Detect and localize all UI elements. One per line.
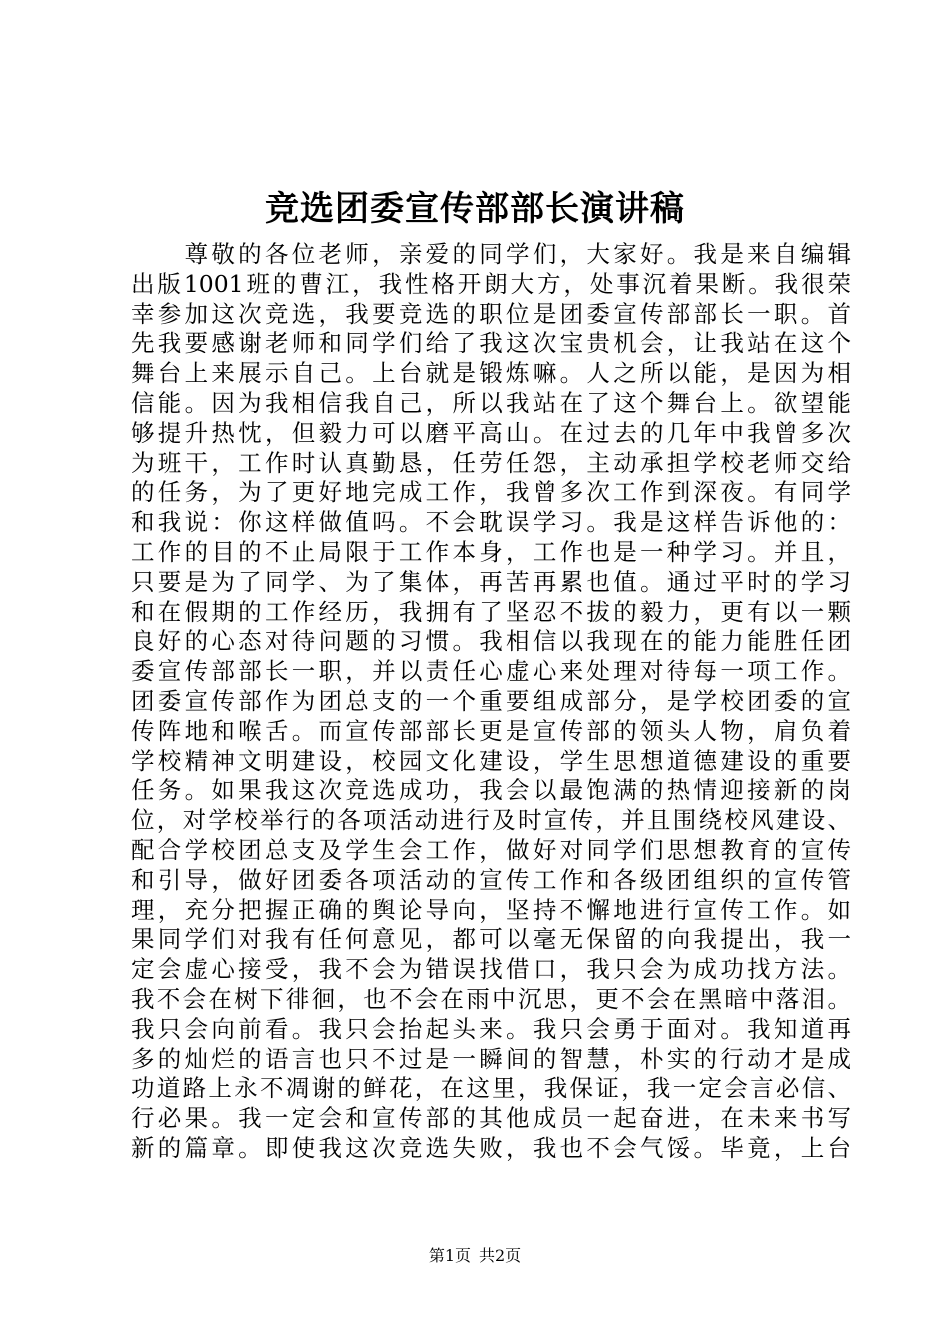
- text-line: 位，对学校举行的各项活动进行及时宣传，并且围绕校风建设、: [131, 806, 851, 835]
- text-line: 的任务，为了更好地完成工作，我曾多次工作到深夜。有同学: [131, 478, 851, 507]
- text-line: 功道路上永不凋谢的鲜花，在这里，我保证，我一定会言必信、: [131, 1074, 851, 1103]
- text-line: 新的篇章。即使我这次竞选失败，我也不会气馁。毕竟，上台: [131, 1133, 851, 1162]
- text-line: 信能。因为我相信我自己，所以我站在了这个舞台上。欲望能: [131, 388, 851, 417]
- text-line: 行必果。我一定会和宣传部的其他成员一起奋进，在未来书写: [131, 1104, 851, 1133]
- text-line: 为班干，工作时认真勤恳，任劳任怨，主动承担学校老师交给: [131, 448, 851, 477]
- text-line: 幸参加这次竞选，我要竞选的职位是团委宣传部部长一职。首: [131, 299, 851, 328]
- text-line: 够提升热忱，但毅力可以磨平高山。在过去的几年中我曾多次: [131, 418, 851, 447]
- text-line: 传阵地和喉舌。而宣传部部长更是宣传部的领头人物，肩负着: [131, 716, 851, 745]
- text-line: 良好的心态对待问题的习惯。我相信以我现在的能力能胜任团: [131, 627, 851, 656]
- text-line: 果同学们对我有任何意见，都可以毫无保留的向我提出，我一: [131, 925, 851, 954]
- text-line: 定会虚心接受，我不会为错误找借口，我只会为成功找方法。: [131, 955, 851, 984]
- text-line: 和引导，做好团委各项活动的宣传工作和各级团组织的宣传管: [131, 865, 851, 894]
- text-line: 配合学校团总支及学生会工作，做好对同学们思想教育的宣传: [131, 835, 851, 864]
- text-line: 我只会向前看。我只会抬起头来。我只会勇于面对。我知道再: [131, 1014, 851, 1043]
- text-line: 工作的目的不止局限于工作本身，工作也是一种学习。并且，: [131, 537, 851, 566]
- text-line: 任务。如果我这次竞选成功，我会以最饱满的热情迎接新的岗: [131, 776, 851, 805]
- text-line: 只要是为了同学、为了集体，再苦再累也值。通过平时的学习: [131, 567, 851, 596]
- text-line: 理，充分把握正确的舆论导向，坚持不懈地进行宣传工作。如: [131, 895, 851, 924]
- text-line: 尊敬的各位老师，亲爱的同学们，大家好。我是来自编辑: [131, 240, 851, 268]
- text-line: 和在假期的工作经历，我拥有了坚忍不拔的毅力，更有以一颗: [131, 597, 851, 626]
- text-line: 先我要感谢老师和同学们给了我这次宝贵机会，让我站在这个: [131, 329, 851, 358]
- text-line: 学校精神文明建设，校园文化建设，学生思想道德建设的重要: [131, 746, 851, 775]
- text-line: 多的灿烂的语言也只不过是一瞬间的智慧，朴实的行动才是成: [131, 1044, 851, 1073]
- document-title: 竞选团委宣传部部长演讲稿: [265, 189, 685, 229]
- text-line: 团委宣传部作为团总支的一个重要组成部分，是学校团委的宣: [131, 686, 851, 715]
- text-line: 委宣传部部长一职，并以责任心虚心来处理对待每一项工作。: [131, 657, 851, 686]
- page-footer: [0, 1246, 950, 1266]
- text-line: 出版1001班的曹江，我性格开朗大方，处事沉着果断。我很荣: [131, 269, 851, 298]
- speech-body: [131, 240, 851, 1164]
- text-line: 和我说：你这样做值吗。不会耽误学习。我是这样告诉他的：: [131, 508, 851, 537]
- text-line: 舞台上来展示自己。上台就是锻炼嘛。人之所以能，是因为相: [131, 359, 851, 388]
- text-line: 我不会在树下徘徊，也不会在雨中沉思，更不会在黑暗中落泪。: [131, 984, 851, 1013]
- page-number: 第1页: [428, 1246, 471, 1265]
- page-total: 共2页: [479, 1246, 522, 1265]
